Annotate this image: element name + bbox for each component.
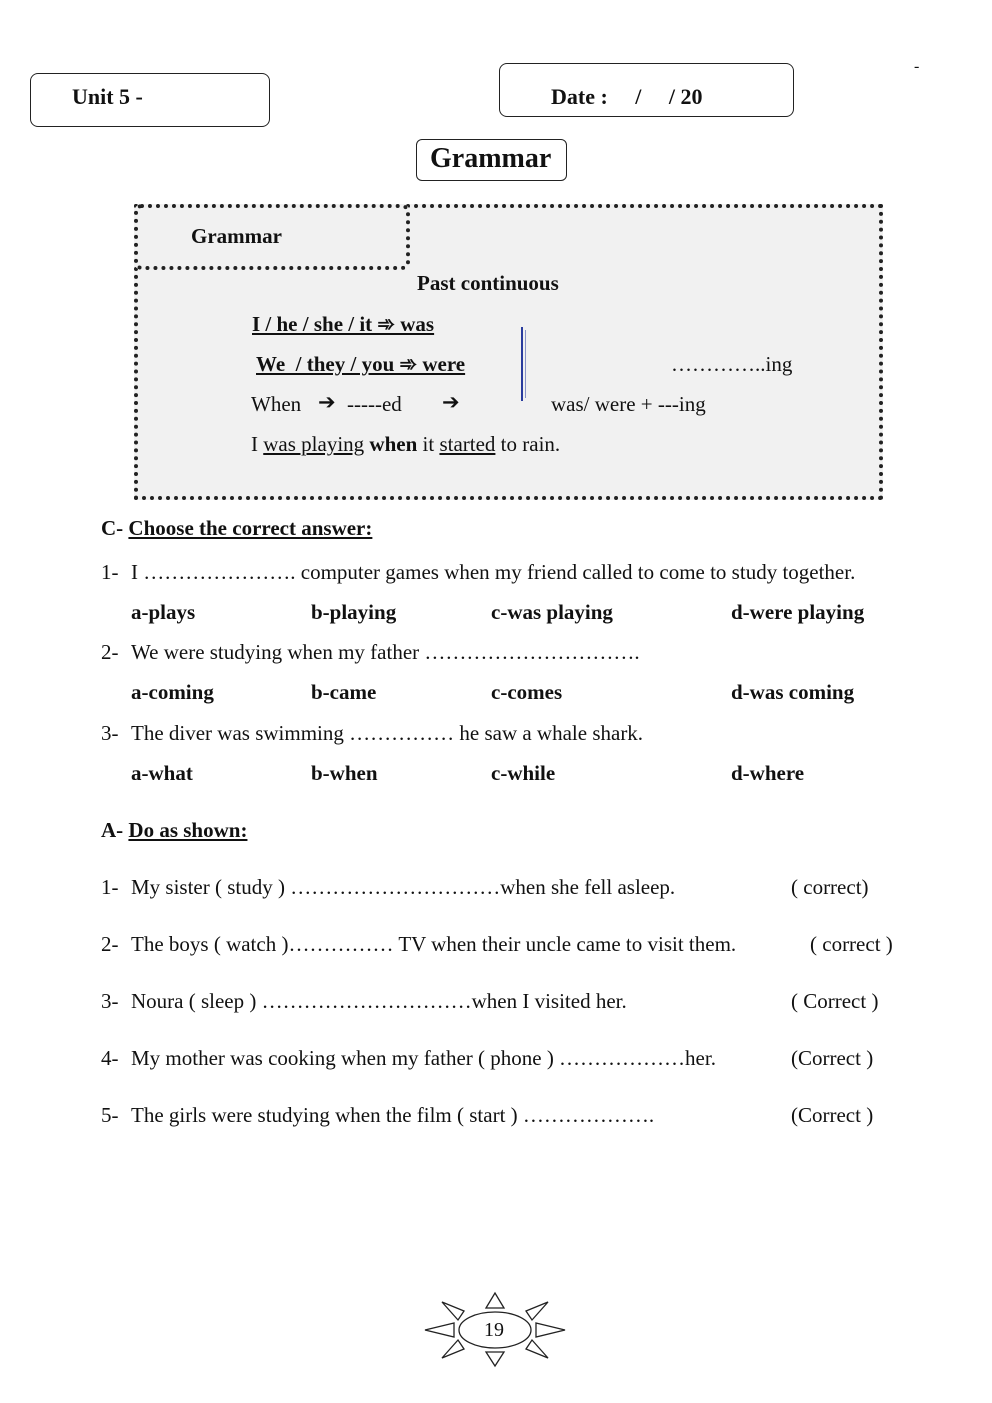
option-2a[interactable]: a-coming xyxy=(131,680,214,704)
option-3c[interactable]: c-while xyxy=(491,761,556,785)
divider-line xyxy=(521,327,523,401)
section-c-heading: C- Choose the correct answer: xyxy=(101,516,373,540)
option-3a[interactable]: a-what xyxy=(131,761,193,785)
exercise-4-hint: (Correct ) xyxy=(791,1046,874,1070)
when-label: When xyxy=(251,392,302,416)
arrow-right-icon: ➔ xyxy=(442,390,460,414)
option-3b[interactable]: b-when xyxy=(311,761,378,785)
unit-label: Unit 5 - xyxy=(72,84,143,109)
exercise-3-hint: ( Correct ) xyxy=(791,989,879,1013)
question-3: 3- The diver was swimming …………… he saw a whale shark. xyxy=(101,721,644,745)
grammar-tab-label: Grammar xyxy=(191,224,282,248)
question-1: 1- I …………………. computer games when my friend called to come to study together. xyxy=(101,560,856,584)
exercise-5-hint: (Correct ) xyxy=(791,1103,874,1127)
sun-ray-right xyxy=(536,1323,565,1337)
exercise-4: 4- My mother was cooking when my father ( phone ) ………………her. xyxy=(101,1046,716,1070)
sun-ray-top-right xyxy=(526,1302,548,1320)
sun-ray-top-left xyxy=(442,1302,464,1320)
option-1b[interactable]: b-playing xyxy=(311,600,397,624)
option-1d[interactable]: d-were playing xyxy=(731,600,865,624)
question-2: 2- We were studying when my father …………………………. xyxy=(101,640,640,664)
option-2b[interactable]: b-came xyxy=(311,680,377,704)
option-3d[interactable]: d-where xyxy=(731,761,805,785)
sun-ray-bottom-right xyxy=(526,1340,548,1358)
arrow-right-icon: ➔ xyxy=(318,390,336,414)
rule-plural: We / they / you ➾ were xyxy=(256,352,466,376)
page-title: Grammar xyxy=(430,143,552,174)
sun-ray-top xyxy=(486,1293,504,1308)
sun-ray-bottom-left xyxy=(442,1340,464,1358)
ing-text: …………..ing xyxy=(671,352,793,376)
was-were-text: was/ were + ---ing xyxy=(551,392,706,416)
sun-ray-bottom xyxy=(486,1352,504,1366)
option-2d[interactable]: d-was coming xyxy=(731,680,855,704)
exercise-3: 3- Noura ( sleep ) …………………………when I visited her. xyxy=(101,989,627,1013)
grammar-heading: Past continuous xyxy=(417,271,559,295)
page-number: 19 xyxy=(484,1319,504,1341)
corner-mark: - xyxy=(914,58,920,75)
unit-box xyxy=(30,73,270,127)
exercise-1: 1- My sister ( study ) …………………………when she fell asleep. xyxy=(101,875,676,899)
exercise-1-hint: ( correct) xyxy=(791,875,869,899)
option-1c[interactable]: c-was playing xyxy=(491,600,613,624)
example-sentence: I was playing when it started to rain. xyxy=(251,432,561,456)
exercise-5: 5- The girls were studying when the film ( start ) ………………. xyxy=(101,1103,655,1127)
divider-line-shadow xyxy=(525,330,526,398)
section-a-heading: A- Do as shown: xyxy=(101,818,248,842)
option-1a[interactable]: a-plays xyxy=(131,600,196,624)
sun-ray-left xyxy=(425,1323,454,1337)
option-2c[interactable]: c-comes xyxy=(491,680,563,704)
date-label: Date : / / 20 xyxy=(551,84,703,109)
exercise-2-hint: ( correct ) xyxy=(810,932,893,956)
ed-text: -----ed xyxy=(347,392,402,416)
rule-singular: I / he / she / it ➾ was xyxy=(252,312,435,336)
exercise-2: 2- The boys ( watch )…………… TV when their uncle came to visit them. xyxy=(101,932,737,956)
